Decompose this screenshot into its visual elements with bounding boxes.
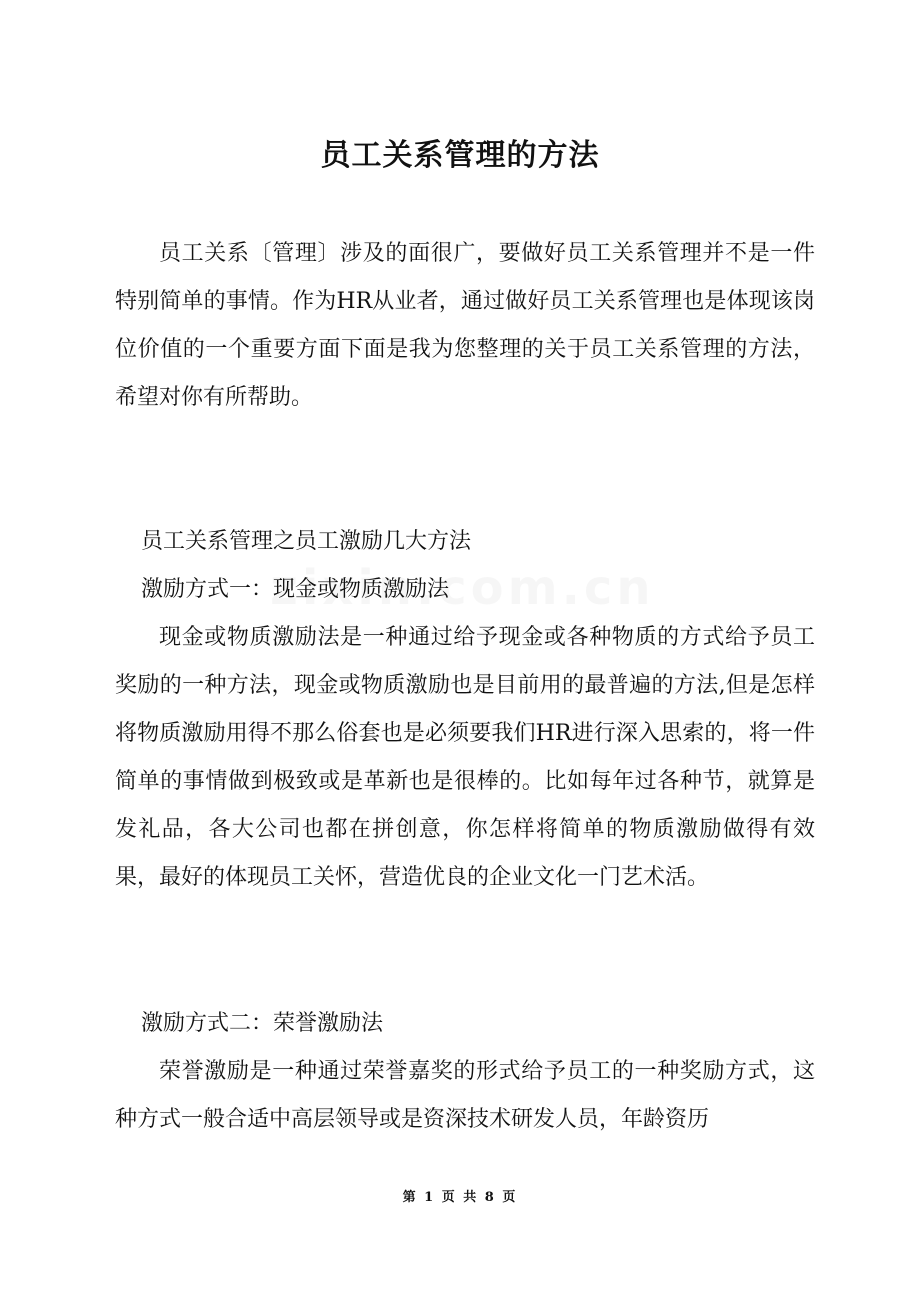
intro-paragraph: 员工关系〔管理〕涉及的面很广，要做好员工关系管理并不是一件特别简单的事情。作为HR从业者，通过做好员工关系管理也是体现该岗位价值的一个重要方面下面是我为您整理的关于员工关系管理的方法，希望对你有所帮助。 (115, 241, 815, 410)
method-two-paragraph: 荣誉激励是一种通过荣誉嘉奖的形式给予员工的一种奖励方式，这种方式一般合适中高层领导或是资深技术研发人员，年龄资历 (115, 1059, 815, 1132)
method-two-heading: 激励方式二：荣誉激励法 (141, 1011, 384, 1036)
method-one-paragraph: 现金或物质激励法是一种通过给予现金或各种物质的方式给予员工奖励的一种方法，现金或物质激励也是目前用的最普遍的方法,但是怎样将物质激励用得不那么俗套也是必须要我们HR进行深入思索的，将一件简单的事情做到极致或是革新也是很棒的。比如每年过各种节，就算是发礼品，各大公司也都在拼创意，你怎样将简单的物质激励做得有效果，最好的体现员工关怀，营造优良的企业文化一门艺术活。 (115, 625, 815, 890)
method-one-heading: 激励方式一：现金或物质激励法 (141, 577, 450, 602)
section-heading: 员工关系管理之员工激励几大方法 (141, 529, 472, 554)
page-number-footer: 第 1 页 共 8 页 (402, 1190, 518, 1205)
document-title: 员工关系管理的方法 (320, 138, 600, 173)
